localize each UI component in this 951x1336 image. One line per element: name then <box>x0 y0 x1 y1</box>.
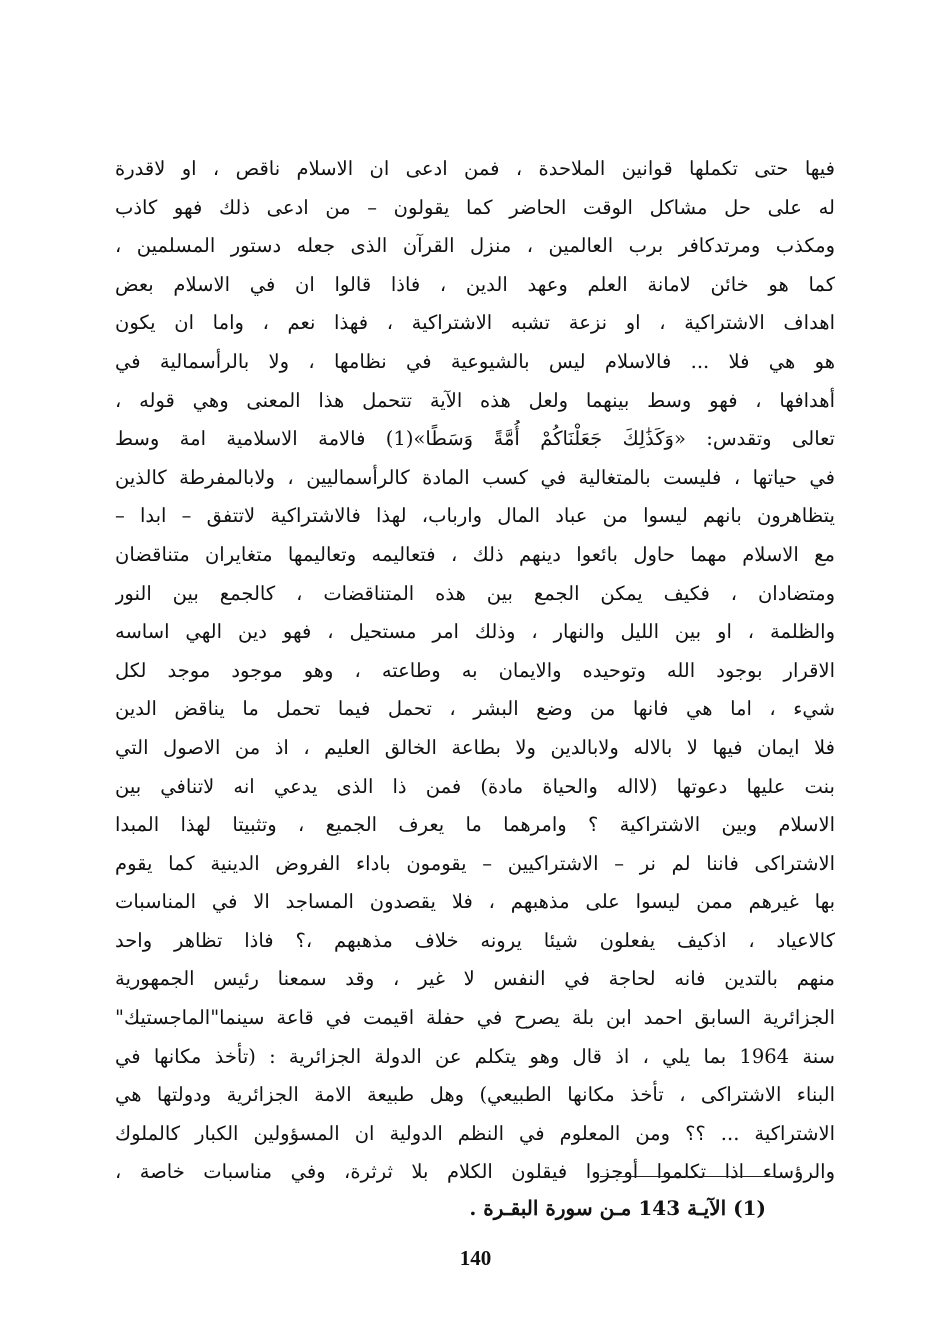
body-line: مع الاسلام مهما حاول بائعوا دينهم ذلك ، فتعاليمه وتعاليمها متغايران متناقضان <box>115 542 835 566</box>
body-line: بنت عليها دعوتها (لااله والحياة مادة) فمن ذا الذى يدعي انه لاتنافي بين <box>115 774 835 798</box>
body-line: له على حل مشاكل الوقت الحاضر كما يقولون – من ادعى ذلك فهو كاذب <box>115 195 835 219</box>
body-line: هو هي فلا ... فالاسلام ليس بالشيوعية في نظامها ، ولا بالرأسمالية في <box>115 349 835 373</box>
page-number: 140 <box>459 1246 492 1270</box>
body-line: الاسلام وبين الاشتراكية ؟ وامرهما ما يعرف الجميع ، وتثبيتا لهذا المبدا <box>115 813 835 837</box>
body-line: منهم بالتدين فانه لحاجة في النفس لا غير ، وقد سمعنا رئيس الجمهورية <box>115 967 835 991</box>
body-line: فلا ايمان فيها لا بالاله ولابالدين ولا بطاعة الخالق العليم ، اذ من الاصول التي <box>115 735 835 759</box>
body-line: يتظاهرون بانهم ليسوا من عباد المال وارباب، لهذا فالاشتراكية لاتتفق – ابدا – <box>115 504 835 528</box>
body-line: البناء الاشتراكى ، تأخذ مكانها الطبيعي) وهل طبيعة الامة الجزائرية ودولتها هي <box>115 1083 835 1107</box>
body-line: الاشتراكى فاننا لم نر – الاشتراكيين – يقومون باداء الفروض الدينية كما يقوم <box>115 851 835 875</box>
body-line: كما هو خائن لامانة العلم وعهد الدين ، فاذا قالوا ان في الاسلام بعض <box>115 272 835 296</box>
footnote: (1) الآيـة 143 مـن سورة البقـرة . <box>469 1196 766 1220</box>
body-line: شيء ، اما هي فانها من وضع البشر ، تحمل فيما تحمل ما يناقض الدين <box>115 697 835 721</box>
body-line: الاقرار بوجود الله وتوحيده والايمان به وطاعته ، وهو موجود موجد لكل <box>115 658 835 682</box>
body-line: الجزائرية السابق احمد ابن بلة يصرح في حفلة اقيمت في قاعة سينما"الماجستيك" <box>115 1006 835 1030</box>
body-line: فيها حتى تكملها قوانين الملاحدة ، فمن ادعى ان الاسلام ناقص ، او لاقدرة <box>115 157 835 180</box>
footnote-separator <box>600 1176 790 1177</box>
body-line: سنة 1964 بما يلي ، اذ قال وهو يتكلم عن الدولة الجزائرية : (تأخذ مكانها في <box>115 1044 835 1068</box>
body-line: الاشتراكية ... ؟؟ ومن المعلوم في النظم الدولية ان المسؤولين الكبار كالملوك <box>115 1121 835 1145</box>
body-line: أهدافها ، فهو وسط بينهما ولعل هذه الآية تتحمل هذا المعنى وهي قوله ، <box>115 388 835 412</box>
body-line: والرؤساء اذا تكلموا أوجزوا فيقلون الكلام بلا ثرثرة، وفي مناسبات خاصة ، <box>115 1160 835 1184</box>
body-line: اهداف الاشتراكية ، او نزعة تشبه الاشتراكية ، فهذا نعم ، واما ان يكون <box>115 311 835 335</box>
body-line: ومتضادان ، فكيف يمكن الجمع بين هذه المتناقضات ، كالجمع بين النور <box>115 581 835 605</box>
body-line: والظلمة ، او بين الليل والنهار ، وذلك امر مستحيل ، فهو دين الهي اساسه <box>115 620 835 644</box>
body-text <box>115 150 835 1192</box>
body-line: تعالى وتقدس: «وَكَذَٰلِكَ جَعَلْنَاكُمْ أُمَّةً وَسَطًا»(1) فالامة الاسلامية امة وسط <box>115 427 835 451</box>
body-line: ومكذب ومرتدكافر برب العالمين ، منزل القرآن الذى جعله دستور المسلمين ، <box>115 234 835 258</box>
body-line: كالاعياد ، اذكيف يفعلون شيئا يرونه خلاف مذهبهم ،؟ فاذا تظاهر واحد <box>115 928 835 952</box>
body-line: في حياتها ، فليست بالمتغالية في كسب المادة كالرأسماليين ، ولابالمفرطة كالذين <box>115 465 835 489</box>
body-line: بها غيرهم ممن ليسوا على مذهبهم ، فلا يقصدون المساجد الا في المناسبات <box>115 890 835 914</box>
